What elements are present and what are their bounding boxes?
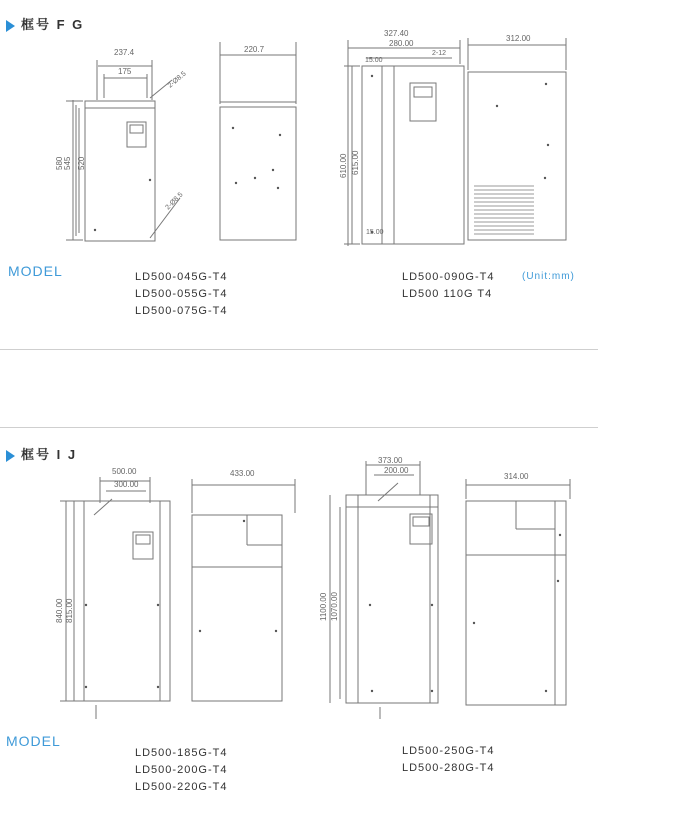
ij-models-right [402, 743, 495, 777]
fg-dim-h-mid: 545 [63, 156, 72, 170]
list-item: LD500-075G-T4 [135, 305, 228, 317]
ij-big-side-body [466, 501, 566, 705]
ij-dim-h-inner: 815.00 [65, 598, 74, 623]
fg-models-left [135, 269, 228, 320]
fg-dim-top-width: 237.4 [114, 48, 135, 57]
ij-models-left [135, 745, 228, 796]
fg-dim-h-inner: 520 [77, 156, 86, 170]
fg-model-label: MODEL [8, 263, 63, 279]
fg-side-body [220, 107, 296, 240]
fg-dim-h-total: 580 [55, 156, 64, 170]
fg-dim-big-h1: 610.00 [339, 153, 348, 178]
ij-dim-side-depth: 433.00 [230, 469, 255, 478]
fg-dim-big-w1: 327.40 [384, 29, 409, 38]
section-title-ij-text: 框号 I J [21, 447, 78, 462]
ij-dim-big-h-inner: 1070.00 [330, 592, 339, 621]
ij-dim-top-width: 500.00 [112, 467, 137, 476]
section-title-fg-text: 框号 F G [21, 17, 85, 32]
ij-front-body [74, 501, 170, 701]
divider [0, 349, 598, 350]
unit-label: (Unit:mm) [522, 271, 575, 282]
ij-dim-big-side-depth: 314.00 [504, 472, 529, 481]
list-item: LD500-090G-T4 [402, 271, 495, 283]
divider [0, 427, 598, 428]
ij-dim-big-h-total: 1100.00 [319, 592, 328, 621]
fg-drawings [0, 0, 694, 260]
fg-dim-big-h2: 615.00 [351, 150, 360, 175]
ij-dim-big-top-width: 373.00 [378, 456, 403, 465]
fg-dim-slot: 2-Ø8.5 [164, 191, 185, 212]
list-item: LD500-220G-T4 [135, 781, 228, 793]
fg-models-right [402, 269, 495, 303]
ij-dim-h-total: 840.00 [55, 598, 64, 623]
ij-model-label: MODEL [6, 733, 61, 749]
fg-dim-side-depth: 220.7 [244, 45, 265, 54]
list-item: LD500-045G-T4 [135, 271, 228, 283]
list-item: LD500-185G-T4 [135, 747, 228, 759]
fg-dim-big-top-offset: 15.00 [365, 57, 383, 64]
fg-dim-big-w2: 280.00 [389, 39, 414, 48]
fg-dim-big-side-depth: 312.00 [506, 34, 531, 43]
ij-dim-big-top-inner: 200.00 [384, 466, 409, 475]
fg-dim-hole: 2-Ø8.5 [166, 70, 188, 90]
fg-dim-big-hole: 2-12 [432, 50, 447, 57]
fg-big-front-body [362, 66, 464, 244]
fg-dim-big-bottom-offset: 15.00 [366, 229, 384, 236]
list-item: LD500-200G-T4 [135, 764, 228, 776]
fg-big-side-body [468, 72, 566, 240]
list-item: LD500 110G T4 [402, 288, 493, 300]
list-item: LD500-055G-T4 [135, 288, 228, 300]
list-item: LD500-280G-T4 [402, 762, 495, 774]
list-item: LD500-250G-T4 [402, 745, 495, 757]
ij-dim-top-inner: 300.00 [114, 480, 139, 489]
fg-dim-inner-width: 175 [118, 67, 132, 76]
ij-side-body [192, 515, 282, 701]
ij-drawings [0, 455, 694, 725]
